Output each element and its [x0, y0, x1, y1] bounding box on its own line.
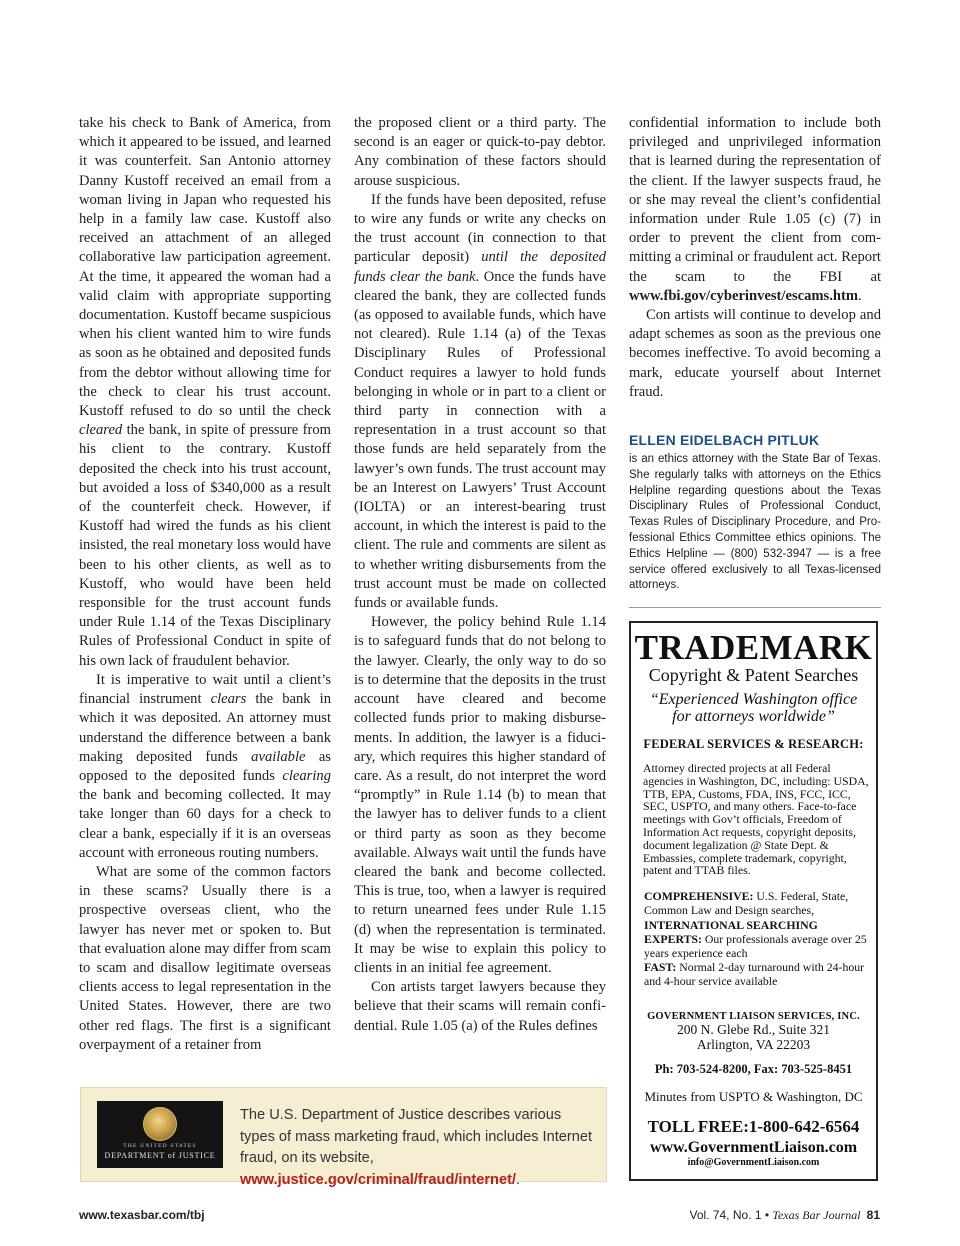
- paragraph: the proposed client or a third party. The second is an eager or quick-to-pay debtor. Any combination of these factors should arouse suspicious.: [354, 115, 606, 189]
- ad-address-line-1: 200 N. Glebe Rd., Suite 321: [677, 1021, 830, 1037]
- doj-logo-line-1: THE UNITED STATES: [123, 1143, 197, 1149]
- footer-website[interactable]: www.texasbar.com/tbj: [79, 1208, 205, 1222]
- footer-issue-info: Vol. 74, No. 1 • Texas Bar Journal 81: [689, 1208, 880, 1222]
- paragraph: However, the policy behind Rule 1.14 is to safeguard funds that do not belong to the lawyer. Clearly, the only way to do so is to determine that the deposits in the trust account have cleared and become collected funds prior to making disbursements. In addition, the lawyer is a fiduciary, which requires this higher standard of care. As a result, do not interpret the word “promptly” in Rule 1.14 (b) to mean that the lawyer has to deliver funds to a client or third party as soon as they become available. Always wait until the funds have cleared the bank and become collected. This is true, too, when a lawyer is required to return unearned fees under Rule 1.15 (d) when the representation is terminated. It may be wise to explain this policy to clients in an initial fee agreement.: [354, 614, 606, 976]
- doj-link[interactable]: www.justice.gov/criminal/fraud/internet/: [240, 1171, 516, 1188]
- paragraph: If the funds have been deposited, refuse to wire any funds or write any checks on the trust account (in connection to that particular deposit) until the deposited funds clear the bank. Once the funds have cleared the bank, they are collected funds (as opposed to available funds, which have not cleared). Rule 1.14 (a) of the Texas Disciplinary Rules of Professional Conduct requires a lawyer to hold funds belonging in whole or in part to a client or third party in connection with a representation in a trust account so that those funds are held separately from the lawyer’s own funds. The trust account may be an Interest on Lawyers’ Trust Account (IOLTA) or an interest-bearing trust account, in which the interest is paid to the client. The rule and comments are silent as to whether writing disbursements from the trust account must be made on collected funds or available funds.: [354, 191, 606, 612]
- ad-title: TRADEMARK: [634, 628, 873, 667]
- ad-federal-heading: FEDERAL SERVICES & RESEARCH:: [643, 737, 864, 751]
- paragraph: take his check to Bank of America, from which it appeared to be issued, and learned it was counterfeit. San Antonio attorney Danny Kustoff received an email from a woman living in Japan who requested his help in a family law case. Kustoff also received an attachment of an alleged collaborative law participation agreement. At the time, it appeared the woman had a valid claim with appropriate supporting documentation. Kustoff became suspicious when his client wanted him to wire funds as soon as he obtained and deposited funds from the debtor without allowing time for the check to clear his trust account. Kustoff refused to do so until the check cleared the bank, in spite of pressure from his client to the contrary. Kustoff deposited the check into his trust account, but avoided a loss of $340,000 as a result of the counterfeit check. However, if Kustoff had wired the funds as his client insisted, the real monetary loss would have been to his other clients, as well as to Kustoff, who would have been held responsible for the trust account funds under Rule 1.14 of the Texas Disciplinary Rules of Professional Conduct in spite of his own lack of fraudulent behavior.: [79, 115, 331, 669]
- ad-website-link[interactable]: www.GovernmentLiaison.com: [649, 1138, 858, 1156]
- paragraph: Con artists target lawyers because they believe that their scams will remain confidential. Rule 1.05 (a) of the Rules defines: [354, 979, 606, 1034]
- ad-federal-text: Attorney directed projects at all Federal agencies in Washington, DC, including: USDA, TTB, EPA, Customs, FDA, INS, FCC, ICC, SEC, USPTO, and many others. Face-to-face meetings with Gov’t officials, Freedom of Information Act requests, copyright deposits, document legalization @ State Dept. & Embassies, complete trademark, copyright, patent and TTAB files.: [643, 761, 869, 878]
- ad-quote: “Experienced Washington office for attorneys worldwide”: [649, 691, 858, 725]
- author-bio: [629, 432, 881, 594]
- divider: [629, 607, 881, 608]
- ad-subtitle: Copyright & Patent Searches: [648, 665, 859, 685]
- article-column-1: [79, 114, 331, 1055]
- paragraph: What are some of the common factors in these scams? Usually there is a prospective overseas client, who the lawyer has never met or spoken to. But that evaluation alone may differ from scam to scam and disallow legitimate overseas clients access to legal representation in the United States. However, there are two other red flags. The first is a significant overpayment of a retainer from: [79, 863, 331, 1053]
- ad-service-comprehensive: COMPREHENSIVE: U.S. Federal, State, Common Law and Design searches,: [644, 889, 849, 918]
- author-bio-text: is an ethics attorney with the State Bar of Texas. She regularly talks with attorneys on the Ethics Helpline regarding questions about the Texas Disciplinary Rules of Professional Conduct, Texas Rules of Disciplinary Procedure, and Professional Ethics Committee ethics opinions. The Ethics Helpline — (800) 532-3947 — is a free service offered exclusively to all Texas-licensed attorneys.: [629, 453, 881, 592]
- paragraph: confidential information to include both privileged and unprivileged information that is learned during the representation of the client. If the lawyer suspects fraud, he or she may reveal the client’s confidential information under Rule 1.05 (c) (7) in order to prevent the client from committing a criminal or fraudulent act. Report the scam to the FBI at www.fbi.gov/cyberinvest/escams.htm.: [629, 115, 881, 304]
- author-name: ELLEN EIDELBACH PITLUK: [629, 432, 820, 448]
- ad-phone: Ph: 703-524-8200, Fax: 703-525-8451: [654, 1061, 853, 1076]
- ad-email-link[interactable]: info@GovernmentLiaison.com: [687, 1156, 820, 1168]
- ad-toll-free: TOLL FREE:1-800-642-6564: [647, 1116, 860, 1136]
- ad-company-name: GOVERNMENT LIAISON SERVICES, INC.: [647, 1010, 860, 1022]
- doj-seal-icon: [143, 1107, 177, 1141]
- doj-callout-text: The U.S. Department of Justice describes various types of mass marketing fraud, which includes Internet fraud, on its website, www.justice.gov/criminal/fraud/internet/.: [240, 1107, 593, 1188]
- doj-logo-line-2: DEPARTMENT of JUSTICE: [104, 1151, 216, 1160]
- ad-services-list: [644, 889, 872, 988]
- article-column-3: [629, 114, 881, 402]
- ad-location-note: Minutes from USPTO & Washington, DC: [644, 1088, 863, 1104]
- doj-callout-box: [80, 1087, 607, 1188]
- paragraph: Con artists will continue to develop and adapt schemes as soon as the previous one becomes ineffective. To avoid becoming a mark, educate yourself about Internet fraud.: [629, 307, 881, 400]
- doj-logo: [97, 1101, 223, 1168]
- ad-address-line-2: Arlington, VA 22203: [696, 1036, 811, 1052]
- trademark-advertisement: [629, 621, 878, 1181]
- ad-service-international: INTERNATIONAL SEARCHING EXPERTS: Our professionals average over 25 years experience each: [644, 917, 867, 960]
- ad-service-fast: FAST: Normal 2-day turnaround with 24-hour and 4-hour service available: [644, 960, 865, 989]
- page-number: 81: [866, 1208, 880, 1222]
- article-column-2: [354, 114, 606, 1036]
- fbi-link[interactable]: www.fbi.gov/cyberinvest/escams.htm: [629, 287, 859, 304]
- paragraph: It is imperative to wait until a client’s financial instrument clears the bank in which it was deposited. An attorney must understand the difference between a bank making deposited funds available as opposed to the deposited funds clearing the bank and becoming collected. It may take longer than 60 days for a check to clear a bank, especially if it is an overseas account with erroneous routing numbers.: [79, 671, 331, 861]
